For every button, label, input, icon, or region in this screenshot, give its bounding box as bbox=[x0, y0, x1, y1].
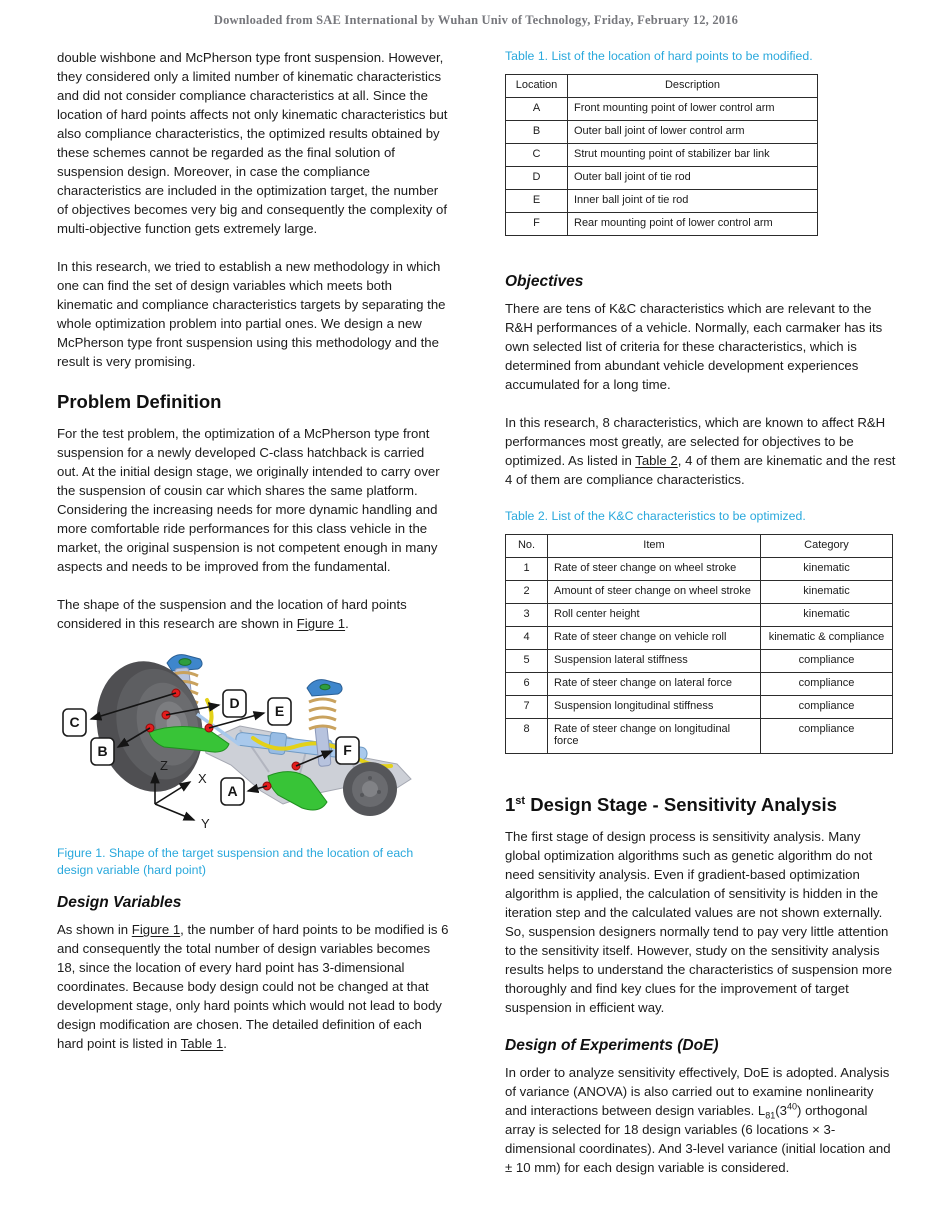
figure-label-b bbox=[91, 738, 114, 765]
table-cell: C bbox=[506, 144, 568, 167]
svg-text:E: E bbox=[274, 703, 285, 719]
table-header-cell: Category bbox=[761, 535, 893, 558]
table-cell: Rate of steer change on vehicle roll bbox=[548, 627, 761, 650]
text-segment: The shape of the suspension and the location of hard points considered in this research are shown in bbox=[57, 597, 407, 631]
subsection-heading-doe: Design of Experiments (DoE) bbox=[505, 1037, 719, 1054]
text-segment: Design Stage - Sensitivity Analysis bbox=[525, 794, 837, 815]
paragraph-sensitivity-analysis: The first stage of design process is sensitivity analysis. Many global optimization algorithms such as genetic algorithm do not need sensitivity analysis. Even if gradient-based optimization algorithm is applied, the calculation of sensitivity is hidden in the iteration step and the calculated values are not shown externally. So, suspension designers normally tend to pay very little attention to the sensitivity itself. However, study on the sensitivity analysis results helps to understand the characteristics of suspension more thoroughly and find key clues for the improvement of target suspension in efficient way. bbox=[505, 829, 893, 1015]
text-segment: , the number of hard points to be modified is 6 and consequently the total number of design variables becomes 18, since the location of every hard point has 3-dimensional coordinates. Because body design could not be changed at that development stage, only hard points which would not lead to body design modification are chosen. The detailed definition of each hard point is listed in bbox=[57, 922, 449, 1051]
figure-label-c bbox=[63, 709, 86, 736]
table-cell: Amount of steer change on wheel stroke bbox=[548, 581, 761, 604]
paragraph-test-problem: For the test problem, the optimization of a McPherson type front suspension for a newly developed C-class hatchback is carried out. At the initial design stage, we originally intended to carry over the suspension of cousin car which shares the same platform. Considering the increasing needs for more dynamic handling and more comfortable ride performances for this class vehicle in the market, the original suspension is not competent enough in many aspects and needs to be improved from the fundamental. bbox=[57, 426, 440, 574]
table-cell: 5 bbox=[506, 650, 548, 673]
text-segment: . bbox=[223, 1036, 227, 1051]
svg-text:B: B bbox=[97, 743, 108, 759]
table-row bbox=[506, 213, 818, 236]
table-cell: 1 bbox=[506, 558, 548, 581]
table-1-link[interactable]: Table 1 bbox=[180, 1036, 224, 1051]
table-cell: Rate of steer change on longitudinal force bbox=[548, 719, 761, 754]
table-1-caption: Table 1. List of the location of hard points to be modified. bbox=[505, 49, 813, 63]
table-cell: 6 bbox=[506, 673, 548, 696]
text-segment: As shown in bbox=[57, 922, 132, 937]
table-row bbox=[506, 167, 818, 190]
table-header-cell: Location bbox=[506, 75, 568, 98]
table-header-row bbox=[506, 75, 818, 98]
text-segment: , 4 of them are kinematic and the rest 4 of them are compliance characteristics. bbox=[505, 453, 896, 487]
paragraph-eight-characteristics bbox=[505, 413, 897, 489]
table-cell: Roll center height bbox=[548, 604, 761, 627]
paragraph-methodology: In this research, we tried to establish a new methodology in which one can find the set of design variables which meets both kinematic and compliance characteristics targets by separating the whole optimization problem into partial ones. We design a new McPherson type front suspension using this methodology and the result is very promising. bbox=[57, 259, 446, 369]
text-segment: . bbox=[345, 616, 349, 631]
table-cell: 3 bbox=[506, 604, 548, 627]
table-cell: 7 bbox=[506, 696, 548, 719]
table-cell: Rate of steer change on lateral force bbox=[548, 673, 761, 696]
table-cell: kinematic bbox=[761, 581, 893, 604]
table-2-caption: Table 2. List of the K&C characteristics to be optimized. bbox=[505, 509, 806, 523]
table-row bbox=[506, 190, 818, 213]
text-segment: 1 bbox=[505, 794, 516, 815]
svg-text:C: C bbox=[69, 714, 80, 730]
table-cell: F bbox=[506, 213, 568, 236]
subsection-heading-objectives: Objectives bbox=[505, 273, 584, 290]
table-cell: kinematic bbox=[761, 604, 893, 627]
table-cell: E bbox=[506, 190, 568, 213]
table-cell: Outer ball joint of tie rod bbox=[568, 167, 818, 190]
table-cell: 4 bbox=[506, 627, 548, 650]
orthogonal-array-subscript: 81 bbox=[765, 1110, 776, 1121]
table-cell: compliance bbox=[761, 696, 893, 719]
table-cell: Suspension longitudinal stiffness bbox=[548, 696, 761, 719]
orthogonal-array-superscript: 40 bbox=[787, 1101, 798, 1112]
table-1 bbox=[505, 74, 818, 236]
table-row bbox=[506, 558, 893, 581]
paragraph-suspension-shape bbox=[57, 595, 449, 633]
table-cell: kinematic bbox=[761, 558, 893, 581]
download-stamp: Downloaded from SAE International by Wuhan Univ of Technology, Friday, February 12, 2016 bbox=[213, 13, 739, 27]
table-header-cell: Item bbox=[548, 535, 761, 558]
left-column bbox=[57, 48, 449, 1072]
table-row bbox=[506, 604, 893, 627]
figure-1-image bbox=[57, 652, 449, 839]
table-header-row bbox=[506, 535, 893, 558]
table-2 bbox=[505, 534, 893, 754]
figure-1-link[interactable]: Figure 1 bbox=[131, 922, 181, 937]
right-column bbox=[505, 48, 897, 1196]
paragraph-doe bbox=[505, 1063, 897, 1177]
table-cell: compliance bbox=[761, 719, 893, 754]
table-row bbox=[506, 144, 818, 167]
table-row bbox=[506, 650, 893, 673]
table-cell: 2 bbox=[506, 581, 548, 604]
figure-1-caption: Figure 1. Shape of the target suspension and the location of each design variable (hard point) bbox=[57, 846, 414, 877]
axis-label-y: Y bbox=[201, 816, 210, 831]
section-heading-first-design-stage bbox=[505, 794, 897, 816]
text-segment: (3 bbox=[775, 1103, 788, 1118]
ordinal-superscript: st bbox=[515, 794, 526, 807]
table-cell: Rear mounting point of lower control arm bbox=[568, 213, 818, 236]
section-heading-problem-definition: Problem Definition bbox=[57, 391, 222, 412]
table-cell: Rate of steer change on wheel stroke bbox=[548, 558, 761, 581]
table-cell: B bbox=[506, 121, 568, 144]
figure-label-a bbox=[221, 778, 244, 805]
axis-label-x: X bbox=[198, 771, 207, 786]
table-cell: Strut mounting point of stabilizer bar link bbox=[568, 144, 818, 167]
table-row bbox=[506, 98, 818, 121]
figure-label-e bbox=[268, 698, 291, 725]
table-2-link[interactable]: Table 2 bbox=[635, 453, 678, 468]
table-cell: Front mounting point of lower control arm bbox=[568, 98, 818, 121]
table-cell: D bbox=[506, 167, 568, 190]
table-cell: Outer ball joint of lower control arm bbox=[568, 121, 818, 144]
table-row bbox=[506, 627, 893, 650]
brake-disc bbox=[343, 762, 397, 816]
table-cell: 8 bbox=[506, 719, 548, 754]
figure-label-d bbox=[223, 690, 246, 717]
table-cell: compliance bbox=[761, 650, 893, 673]
table-cell: Suspension lateral stiffness bbox=[548, 650, 761, 673]
axis-label-z: Z bbox=[160, 758, 168, 773]
text-segment: In order to analyze sensitivity effectively, DoE is adopted. Analysis of variance (ANOVA) is also carried out to examine nonlinearity and interactions between design variables. L bbox=[505, 1065, 890, 1118]
paragraph-kc-characteristics: There are tens of K&C characteristics which are relevant to the R&H performances of a vehicle. Normally, each carmaker has its own selected list of criteria for these characteristics, which is determined from abundant vehicle development experiences accumulated for a long time. bbox=[505, 301, 883, 392]
figure-1-link[interactable]: Figure 1 bbox=[296, 616, 346, 631]
figure-label-f bbox=[336, 737, 359, 764]
svg-text:F: F bbox=[343, 742, 352, 758]
table-row bbox=[506, 696, 893, 719]
table-cell: compliance bbox=[761, 673, 893, 696]
svg-text:A: A bbox=[227, 783, 238, 799]
paragraph-intro-continued: double wishbone and McPherson type front suspension. However, they considered only a limited number of kinematic characteristics and did not consider compliance characteristics at all. Since the location of hard points affects not only kinematic characteristics but also compliance characteristics, the optimized results obtained by these schemes cannot be regarded as the final solution of suspension design. Moreover, in case the compliance characteristics are included in the optimization target, the number of objectives becomes very big and consequently the complexity of multi-objective function gets extremely large. bbox=[57, 50, 448, 236]
text-segment: In this research, 8 characteristics, which are known to affect R&H performances most greatly, are selected for objectives to be optimized. As listed in bbox=[505, 415, 886, 468]
table-cell: kinematic & compliance bbox=[761, 627, 893, 650]
text-segment: ) orthogonal array is selected for 18 design variables (6 locations × 3-dimensional coordinates). And 3-level variance (initial location and ± 10 mm) for each design variable is considered. bbox=[505, 1103, 891, 1175]
table-cell: A bbox=[506, 98, 568, 121]
paragraph-design-variables bbox=[57, 920, 449, 1053]
subsection-heading-design-variables: Design Variables bbox=[57, 894, 182, 911]
svg-text:D: D bbox=[229, 695, 240, 711]
table-header-cell: No. bbox=[506, 535, 548, 558]
table-header-cell: Description bbox=[568, 75, 818, 98]
table-row bbox=[506, 719, 893, 754]
right-strut-top-mount bbox=[307, 680, 342, 696]
table-row bbox=[506, 581, 893, 604]
table-row bbox=[506, 121, 818, 144]
table-cell: Inner ball joint of tie rod bbox=[568, 190, 818, 213]
table-row bbox=[506, 673, 893, 696]
